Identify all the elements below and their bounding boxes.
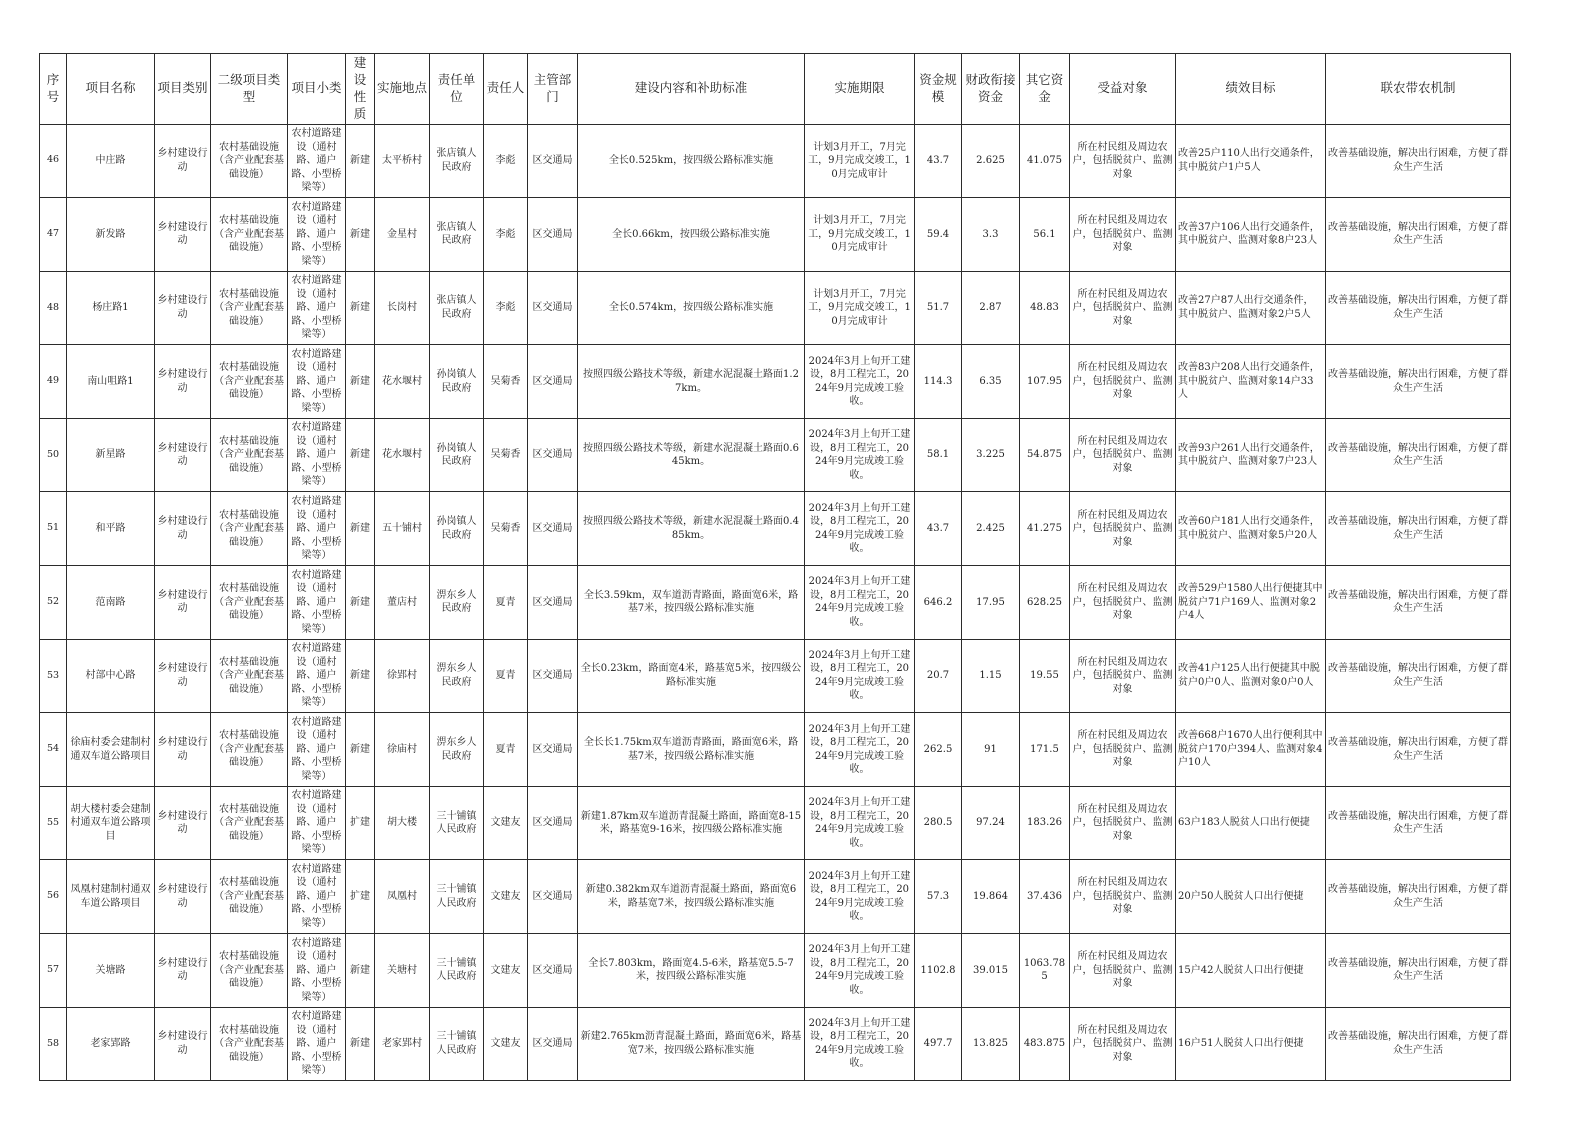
project-category-cell: 乡村建设行动 xyxy=(155,860,211,934)
period-cell: 2024年3月上旬开工建设，8月工程完工，2024年9月完成竣工验收。 xyxy=(805,418,915,492)
department-cell: 区交通局 xyxy=(528,639,578,713)
beneficiary-cell: 所在村民组及周边农户，包括脱贫户、监测对象 xyxy=(1070,271,1176,345)
header-cell: 序号 xyxy=(40,54,67,125)
project-name-cell: 南山咀路1 xyxy=(67,345,155,419)
fund-scale-cell: 51.7 xyxy=(915,271,962,345)
subcategory-cell: 农村道路建设（通村路、通户路、小型桥梁等） xyxy=(288,418,346,492)
period-cell: 计划3月开工，7月完工，9月完成交竣工，10月完成审计 xyxy=(805,124,915,198)
subcategory-cell: 农村道路建设（通村路、通户路、小型桥梁等） xyxy=(288,345,346,419)
responsible-person-cell: 文建友 xyxy=(484,786,528,860)
performance-target-cell: 改善27户87人出行交通条件，其中脱贫户、监测对象2户5人 xyxy=(1176,271,1326,345)
seq-cell: 50 xyxy=(40,418,67,492)
project-name-cell: 老家郢路 xyxy=(67,1007,155,1081)
fiscal-fund-cell: 39.015 xyxy=(962,934,1020,1008)
subcategory-cell: 农村道路建设（通村路、通户路、小型桥梁等） xyxy=(288,124,346,198)
project-category-cell: 乡村建设行动 xyxy=(155,345,211,419)
fund-scale-cell: 43.7 xyxy=(915,492,962,566)
content-cell: 全长7.803km，路面宽4.5-6米，路基宽5.5-7米，按四级公路标准实施 xyxy=(578,934,805,1008)
responsible-unit-cell: 孙岗镇人民政府 xyxy=(430,492,484,566)
seq-cell: 55 xyxy=(40,786,67,860)
header-cell: 资金规模 xyxy=(915,54,962,125)
seq-cell: 52 xyxy=(40,566,67,640)
beneficiary-cell: 所在村民组及周边农户，包括脱贫户、监测对象 xyxy=(1070,566,1176,640)
other-fund-cell: 41.275 xyxy=(1020,492,1070,566)
content-cell: 新建1.87km双车道沥青混凝土路面，路面宽8-15米，路基宽9-16米，按四级公路标准实施 xyxy=(578,786,805,860)
project-name-cell: 新星路 xyxy=(67,418,155,492)
subcategory-cell: 农村道路建设（通村路、通户路、小型桥梁等） xyxy=(288,492,346,566)
mechanism-cell: 改善基础设施，解决出行困难，方便了群众生产生活 xyxy=(1326,713,1511,787)
project-category-cell: 乡村建设行动 xyxy=(155,124,211,198)
period-cell: 2024年3月上旬开工建设，8月工程完工，2024年9月完成竣工验收。 xyxy=(805,639,915,713)
project-name-cell: 村部中心路 xyxy=(67,639,155,713)
period-cell: 2024年3月上旬开工建设，8月工程完工，2024年9月完成竣工验收。 xyxy=(805,786,915,860)
fund-scale-cell: 280.5 xyxy=(915,786,962,860)
fund-scale-cell: 1102.8 xyxy=(915,934,962,1008)
project-name-cell: 范南路 xyxy=(67,566,155,640)
table-row xyxy=(40,124,1511,198)
beneficiary-cell: 所在村民组及周边农户，包括脱贫户、监测对象 xyxy=(1070,345,1176,419)
responsible-unit-cell: 张店镇人民政府 xyxy=(430,271,484,345)
secondary-type-cell: 农村基础设施（含产业配套基础设施） xyxy=(211,713,288,787)
mechanism-cell: 改善基础设施，解决出行困难，方便了群众生产生活 xyxy=(1326,786,1511,860)
performance-target-cell: 改善25户110人出行交通条件，其中脱贫户1户5人 xyxy=(1176,124,1326,198)
location-cell: 花水堰村 xyxy=(375,345,430,419)
construction-nature-cell: 新建 xyxy=(346,566,375,640)
mechanism-cell: 改善基础设施，解决出行困难，方便了群众生产生活 xyxy=(1326,492,1511,566)
project-category-cell: 乡村建设行动 xyxy=(155,271,211,345)
responsible-person-cell: 文建友 xyxy=(484,934,528,1008)
subcategory-cell: 农村道路建设（通村路、通户路、小型桥梁等） xyxy=(288,934,346,1008)
fund-scale-cell: 58.1 xyxy=(915,418,962,492)
fiscal-fund-cell: 6.35 xyxy=(962,345,1020,419)
subcategory-cell: 农村道路建设（通村路、通户路、小型桥梁等） xyxy=(288,639,346,713)
project-category-cell: 乡村建设行动 xyxy=(155,566,211,640)
location-cell: 胡大楼 xyxy=(375,786,430,860)
responsible-unit-cell: 三十铺镇人民政府 xyxy=(430,860,484,934)
department-cell: 区交通局 xyxy=(528,198,578,272)
construction-nature-cell: 新建 xyxy=(346,713,375,787)
other-fund-cell: 1063.785 xyxy=(1020,934,1070,1008)
performance-target-cell: 15户42人脱贫人口出行便捷 xyxy=(1176,934,1326,1008)
content-cell: 按照四级公路技术等级，新建水泥混凝土路面0.645km。 xyxy=(578,418,805,492)
subcategory-cell: 农村道路建设（通村路、通户路、小型桥梁等） xyxy=(288,786,346,860)
department-cell: 区交通局 xyxy=(528,418,578,492)
responsible-unit-cell: 张店镇人民政府 xyxy=(430,124,484,198)
header-cell: 二级项目类型 xyxy=(211,54,288,125)
location-cell: 太平桥村 xyxy=(375,124,430,198)
project-category-cell: 乡村建设行动 xyxy=(155,786,211,860)
fiscal-fund-cell: 1.15 xyxy=(962,639,1020,713)
department-cell: 区交通局 xyxy=(528,713,578,787)
other-fund-cell: 183.26 xyxy=(1020,786,1070,860)
performance-target-cell: 改善529户1580人出行便捷其中脱贫户71户169人、监测对象2户4人 xyxy=(1176,566,1326,640)
header-cell: 其它资金 xyxy=(1020,54,1070,125)
period-cell: 2024年3月上旬开工建设，8月工程完工，2024年9月完成竣工验收。 xyxy=(805,713,915,787)
fiscal-fund-cell: 2.87 xyxy=(962,271,1020,345)
fund-scale-cell: 114.3 xyxy=(915,345,962,419)
responsible-unit-cell: 淠东乡人民政府 xyxy=(430,639,484,713)
project-name-cell: 凤凰村建制村通双车道公路项目 xyxy=(67,860,155,934)
fund-scale-cell: 646.2 xyxy=(915,566,962,640)
table-row xyxy=(40,271,1511,345)
department-cell: 区交通局 xyxy=(528,786,578,860)
location-cell: 五十铺村 xyxy=(375,492,430,566)
beneficiary-cell: 所在村民组及周边农户，包括脱贫户、监测对象 xyxy=(1070,418,1176,492)
project-name-cell: 杨庄路1 xyxy=(67,271,155,345)
table-row xyxy=(40,345,1511,419)
responsible-unit-cell: 孙岗镇人民政府 xyxy=(430,418,484,492)
project-name-cell: 徐庙村委会建制村通双车道公路项目 xyxy=(67,713,155,787)
header-cell: 项目小类 xyxy=(288,54,346,125)
other-fund-cell: 107.95 xyxy=(1020,345,1070,419)
fund-scale-cell: 57.3 xyxy=(915,860,962,934)
table-row xyxy=(40,1007,1511,1081)
content-cell: 全长0.525km，按四级公路标准实施 xyxy=(578,124,805,198)
secondary-type-cell: 农村基础设施（含产业配套基础设施） xyxy=(211,566,288,640)
other-fund-cell: 56.1 xyxy=(1020,198,1070,272)
responsible-unit-cell: 三十铺镇人民政府 xyxy=(430,786,484,860)
seq-cell: 46 xyxy=(40,124,67,198)
location-cell: 徐庙村 xyxy=(375,713,430,787)
secondary-type-cell: 农村基础设施（含产业配套基础设施） xyxy=(211,345,288,419)
performance-target-cell: 改善93户261人出行交通条件，其中脱贫户、监测对象7户23人 xyxy=(1176,418,1326,492)
table-row xyxy=(40,934,1511,1008)
table-body xyxy=(40,124,1511,1081)
performance-target-cell: 改善41户125人出行便捷其中脱贫户0户0人、监测对象0户0人 xyxy=(1176,639,1326,713)
construction-nature-cell: 新建 xyxy=(346,418,375,492)
period-cell: 2024年3月上旬开工建设，8月工程完工，2024年9月完成竣工验收。 xyxy=(805,1007,915,1081)
project-category-cell: 乡村建设行动 xyxy=(155,1007,211,1081)
responsible-unit-cell: 淠东乡人民政府 xyxy=(430,713,484,787)
content-cell: 新建2.765km沥青混凝土路面，路面宽6米，路基宽7米，按四级公路标准实施 xyxy=(578,1007,805,1081)
fund-scale-cell: 262.5 xyxy=(915,713,962,787)
construction-nature-cell: 新建 xyxy=(346,1007,375,1081)
fund-scale-cell: 43.7 xyxy=(915,124,962,198)
other-fund-cell: 54.875 xyxy=(1020,418,1070,492)
secondary-type-cell: 农村基础设施（含产业配套基础设施） xyxy=(211,271,288,345)
fiscal-fund-cell: 2.625 xyxy=(962,124,1020,198)
period-cell: 2024年3月上旬开工建设，8月工程完工，2024年9月完成竣工验收。 xyxy=(805,492,915,566)
responsible-unit-cell: 张店镇人民政府 xyxy=(430,198,484,272)
beneficiary-cell: 所在村民组及周边农户，包括脱贫户、监测对象 xyxy=(1070,713,1176,787)
other-fund-cell: 37.436 xyxy=(1020,860,1070,934)
other-fund-cell: 48.83 xyxy=(1020,271,1070,345)
fund-scale-cell: 59.4 xyxy=(915,198,962,272)
project-table xyxy=(39,53,1511,1081)
mechanism-cell: 改善基础设施，解决出行困难，方便了群众生产生活 xyxy=(1326,418,1511,492)
responsible-person-cell: 夏青 xyxy=(484,639,528,713)
seq-cell: 53 xyxy=(40,639,67,713)
construction-nature-cell: 新建 xyxy=(346,345,375,419)
mechanism-cell: 改善基础设施，解决出行困难，方便了群众生产生活 xyxy=(1326,566,1511,640)
secondary-type-cell: 农村基础设施（含产业配套基础设施） xyxy=(211,124,288,198)
table-row xyxy=(40,639,1511,713)
mechanism-cell: 改善基础设施，解决出行困难，方便了群众生产生活 xyxy=(1326,345,1511,419)
beneficiary-cell: 所在村民组及周边农户，包括脱贫户、监测对象 xyxy=(1070,1007,1176,1081)
responsible-person-cell: 夏青 xyxy=(484,566,528,640)
fiscal-fund-cell: 91 xyxy=(962,713,1020,787)
fiscal-fund-cell: 3.225 xyxy=(962,418,1020,492)
location-cell: 金星村 xyxy=(375,198,430,272)
beneficiary-cell: 所在村民组及周边农户，包括脱贫户、监测对象 xyxy=(1070,786,1176,860)
table-row xyxy=(40,418,1511,492)
fiscal-fund-cell: 97.24 xyxy=(962,786,1020,860)
department-cell: 区交通局 xyxy=(528,492,578,566)
secondary-type-cell: 农村基础设施（含产业配套基础设施） xyxy=(211,639,288,713)
table-row xyxy=(40,860,1511,934)
subcategory-cell: 农村道路建设（通村路、通户路、小型桥梁等） xyxy=(288,198,346,272)
project-category-cell: 乡村建设行动 xyxy=(155,713,211,787)
period-cell: 2024年3月上旬开工建设，8月工程完工，2024年9月完成竣工验收。 xyxy=(805,566,915,640)
mechanism-cell: 改善基础设施，解决出行困难，方便了群众生产生活 xyxy=(1326,198,1511,272)
location-cell: 老家郢村 xyxy=(375,1007,430,1081)
performance-target-cell: 改善60户181人出行交通条件，其中脱贫户、监测对象5户20人 xyxy=(1176,492,1326,566)
period-cell: 2024年3月上旬开工建设，8月工程完工，2024年9月完成竣工验收。 xyxy=(805,345,915,419)
secondary-type-cell: 农村基础设施（含产业配套基础设施） xyxy=(211,934,288,1008)
department-cell: 区交通局 xyxy=(528,271,578,345)
seq-cell: 56 xyxy=(40,860,67,934)
beneficiary-cell: 所在村民组及周边农户，包括脱贫户、监测对象 xyxy=(1070,934,1176,1008)
seq-cell: 54 xyxy=(40,713,67,787)
responsible-person-cell: 文建友 xyxy=(484,1007,528,1081)
header-cell: 受益对象 xyxy=(1070,54,1176,125)
secondary-type-cell: 农村基础设施（含产业配套基础设施） xyxy=(211,492,288,566)
content-cell: 全长3.59km，双车道沥青路面，路面宽6米，路基7米，按四级公路标准实施 xyxy=(578,566,805,640)
performance-target-cell: 20户50人脱贫人口出行便捷 xyxy=(1176,860,1326,934)
header-cell: 建设性质 xyxy=(346,54,375,125)
seq-cell: 58 xyxy=(40,1007,67,1081)
performance-target-cell: 63户183人脱贫人口出行便捷 xyxy=(1176,786,1326,860)
header-row xyxy=(40,54,1511,125)
project-category-cell: 乡村建设行动 xyxy=(155,418,211,492)
subcategory-cell: 农村道路建设（通村路、通户路、小型桥梁等） xyxy=(288,566,346,640)
construction-nature-cell: 新建 xyxy=(346,124,375,198)
construction-nature-cell: 新建 xyxy=(346,198,375,272)
content-cell: 新建0.382km双车道沥青混凝土路面，路面宽6米，路基宽7米，按四级公路标准实施 xyxy=(578,860,805,934)
responsible-person-cell: 李彪 xyxy=(484,198,528,272)
content-cell: 全长0.574km，按四级公路标准实施 xyxy=(578,271,805,345)
header-cell: 实施期限 xyxy=(805,54,915,125)
fiscal-fund-cell: 3.3 xyxy=(962,198,1020,272)
project-category-cell: 乡村建设行动 xyxy=(155,492,211,566)
project-category-cell: 乡村建设行动 xyxy=(155,639,211,713)
content-cell: 全长0.66km，按四级公路标准实施 xyxy=(578,198,805,272)
period-cell: 计划3月开工，7月完工，9月完成交竣工，10月完成审计 xyxy=(805,271,915,345)
responsible-person-cell: 李彪 xyxy=(484,271,528,345)
project-category-cell: 乡村建设行动 xyxy=(155,934,211,1008)
project-name-cell: 新发路 xyxy=(67,198,155,272)
table-row xyxy=(40,786,1511,860)
performance-target-cell: 改善83户208人出行交通条件，其中脱贫户、监测对象14户33人 xyxy=(1176,345,1326,419)
location-cell: 关塘村 xyxy=(375,934,430,1008)
responsible-person-cell: 吴菊香 xyxy=(484,345,528,419)
seq-cell: 47 xyxy=(40,198,67,272)
construction-nature-cell: 新建 xyxy=(346,639,375,713)
secondary-type-cell: 农村基础设施（含产业配套基础设施） xyxy=(211,860,288,934)
fiscal-fund-cell: 2.425 xyxy=(962,492,1020,566)
performance-target-cell: 改善37户106人出行交通条件，其中脱贫户、监测对象8户23人 xyxy=(1176,198,1326,272)
seq-cell: 48 xyxy=(40,271,67,345)
content-cell: 全长0.23km，路面宽4米，路基宽5米，按四级公路标准实施 xyxy=(578,639,805,713)
responsible-person-cell: 李彪 xyxy=(484,124,528,198)
performance-target-cell: 16户51人脱贫人口出行便捷 xyxy=(1176,1007,1326,1081)
responsible-person-cell: 文建友 xyxy=(484,860,528,934)
project-name-cell: 胡大楼村委会建制村通双车道公路项目 xyxy=(67,786,155,860)
construction-nature-cell: 新建 xyxy=(346,934,375,1008)
beneficiary-cell: 所在村民组及周边农户，包括脱贫户、监测对象 xyxy=(1070,860,1176,934)
department-cell: 区交通局 xyxy=(528,124,578,198)
construction-nature-cell: 新建 xyxy=(346,492,375,566)
mechanism-cell: 改善基础设施，解决出行困难，方便了群众生产生活 xyxy=(1326,860,1511,934)
performance-target-cell: 改善668户1670人出行便利其中脱贫户170户394人、监测对象4户10人 xyxy=(1176,713,1326,787)
mechanism-cell: 改善基础设施，解决出行困难，方便了群众生产生活 xyxy=(1326,271,1511,345)
fiscal-fund-cell: 17.95 xyxy=(962,566,1020,640)
construction-nature-cell: 新建 xyxy=(346,271,375,345)
project-name-cell: 中庄路 xyxy=(67,124,155,198)
mechanism-cell: 改善基础设施，解决出行困难，方便了群众生产生活 xyxy=(1326,124,1511,198)
secondary-type-cell: 农村基础设施（含产业配套基础设施） xyxy=(211,198,288,272)
table-row xyxy=(40,198,1511,272)
table-row xyxy=(40,492,1511,566)
beneficiary-cell: 所在村民组及周边农户，包括脱贫户、监测对象 xyxy=(1070,492,1176,566)
construction-nature-cell: 扩建 xyxy=(346,860,375,934)
other-fund-cell: 171.5 xyxy=(1020,713,1070,787)
beneficiary-cell: 所在村民组及周边农户，包括脱贫户、监测对象 xyxy=(1070,124,1176,198)
table-row xyxy=(40,713,1511,787)
secondary-type-cell: 农村基础设施（含产业配套基础设施） xyxy=(211,786,288,860)
other-fund-cell: 628.25 xyxy=(1020,566,1070,640)
project-category-cell: 乡村建设行动 xyxy=(155,198,211,272)
header-cell: 项目类别 xyxy=(155,54,211,125)
responsible-unit-cell: 淠东乡人民政府 xyxy=(430,566,484,640)
fiscal-fund-cell: 13.825 xyxy=(962,1007,1020,1081)
content-cell: 全长长1.75km双车道沥青路面，路面宽6米，路基7米，按四级公路标准实施 xyxy=(578,713,805,787)
department-cell: 区交通局 xyxy=(528,345,578,419)
header-cell: 财政衔接资金 xyxy=(962,54,1020,125)
table-row xyxy=(40,566,1511,640)
beneficiary-cell: 所在村民组及周边农户，包括脱贫户、监测对象 xyxy=(1070,639,1176,713)
project-name-cell: 关塘路 xyxy=(67,934,155,1008)
department-cell: 区交通局 xyxy=(528,934,578,1008)
header-cell: 主管部门 xyxy=(528,54,578,125)
header-cell: 项目名称 xyxy=(67,54,155,125)
header-cell: 建设内容和补助标准 xyxy=(578,54,805,125)
subcategory-cell: 农村道路建设（通村路、通户路、小型桥梁等） xyxy=(288,271,346,345)
seq-cell: 51 xyxy=(40,492,67,566)
header-cell: 责任单位 xyxy=(430,54,484,125)
responsible-unit-cell: 孙岗镇人民政府 xyxy=(430,345,484,419)
fiscal-fund-cell: 19.864 xyxy=(962,860,1020,934)
period-cell: 2024年3月上旬开工建设，8月工程完工，2024年9月完成竣工验收。 xyxy=(805,934,915,1008)
subcategory-cell: 农村道路建设（通村路、通户路、小型桥梁等） xyxy=(288,860,346,934)
department-cell: 区交通局 xyxy=(528,1007,578,1081)
beneficiary-cell: 所在村民组及周边农户，包括脱贫户、监测对象 xyxy=(1070,198,1176,272)
subcategory-cell: 农村道路建设（通村路、通户路、小型桥梁等） xyxy=(288,713,346,787)
seq-cell: 49 xyxy=(40,345,67,419)
mechanism-cell: 改善基础设施，解决出行困难，方便了群众生产生活 xyxy=(1326,1007,1511,1081)
content-cell: 按照四级公路技术等级，新建水泥混凝土路面1.27km。 xyxy=(578,345,805,419)
header-cell: 绩效目标 xyxy=(1176,54,1326,125)
responsible-unit-cell: 三十铺镇人民政府 xyxy=(430,934,484,1008)
header-cell: 实施地点 xyxy=(375,54,430,125)
seq-cell: 57 xyxy=(40,934,67,1008)
responsible-person-cell: 夏青 xyxy=(484,713,528,787)
responsible-person-cell: 吴菊香 xyxy=(484,418,528,492)
other-fund-cell: 19.55 xyxy=(1020,639,1070,713)
mechanism-cell: 改善基础设施，解决出行困难，方便了群众生产生活 xyxy=(1326,934,1511,1008)
other-fund-cell: 483.875 xyxy=(1020,1007,1070,1081)
location-cell: 徐郢村 xyxy=(375,639,430,713)
mechanism-cell: 改善基础设施，解决出行困难，方便了群众生产生活 xyxy=(1326,639,1511,713)
period-cell: 2024年3月上旬开工建设，8月工程完工，2024年9月完成竣工验收。 xyxy=(805,860,915,934)
fund-scale-cell: 20.7 xyxy=(915,639,962,713)
fund-scale-cell: 497.7 xyxy=(915,1007,962,1081)
department-cell: 区交通局 xyxy=(528,566,578,640)
header-cell: 联农带农机制 xyxy=(1326,54,1511,125)
location-cell: 长岗村 xyxy=(375,271,430,345)
project-name-cell: 和平路 xyxy=(67,492,155,566)
secondary-type-cell: 农村基础设施（含产业配套基础设施） xyxy=(211,1007,288,1081)
subcategory-cell: 农村道路建设（通村路、通户路、小型桥梁等） xyxy=(288,1007,346,1081)
header-cell: 责任人 xyxy=(484,54,528,125)
responsible-unit-cell: 三十铺镇人民政府 xyxy=(430,1007,484,1081)
location-cell: 董店村 xyxy=(375,566,430,640)
responsible-person-cell: 吴菊香 xyxy=(484,492,528,566)
content-cell: 按照四级公路技术等级，新建水泥混凝土路面0.485km。 xyxy=(578,492,805,566)
location-cell: 凤凰村 xyxy=(375,860,430,934)
secondary-type-cell: 农村基础设施（含产业配套基础设施） xyxy=(211,418,288,492)
period-cell: 计划3月开工，7月完工，9月完成交竣工，10月完成审计 xyxy=(805,198,915,272)
other-fund-cell: 41.075 xyxy=(1020,124,1070,198)
location-cell: 花水堰村 xyxy=(375,418,430,492)
construction-nature-cell: 扩建 xyxy=(346,786,375,860)
department-cell: 区交通局 xyxy=(528,860,578,934)
